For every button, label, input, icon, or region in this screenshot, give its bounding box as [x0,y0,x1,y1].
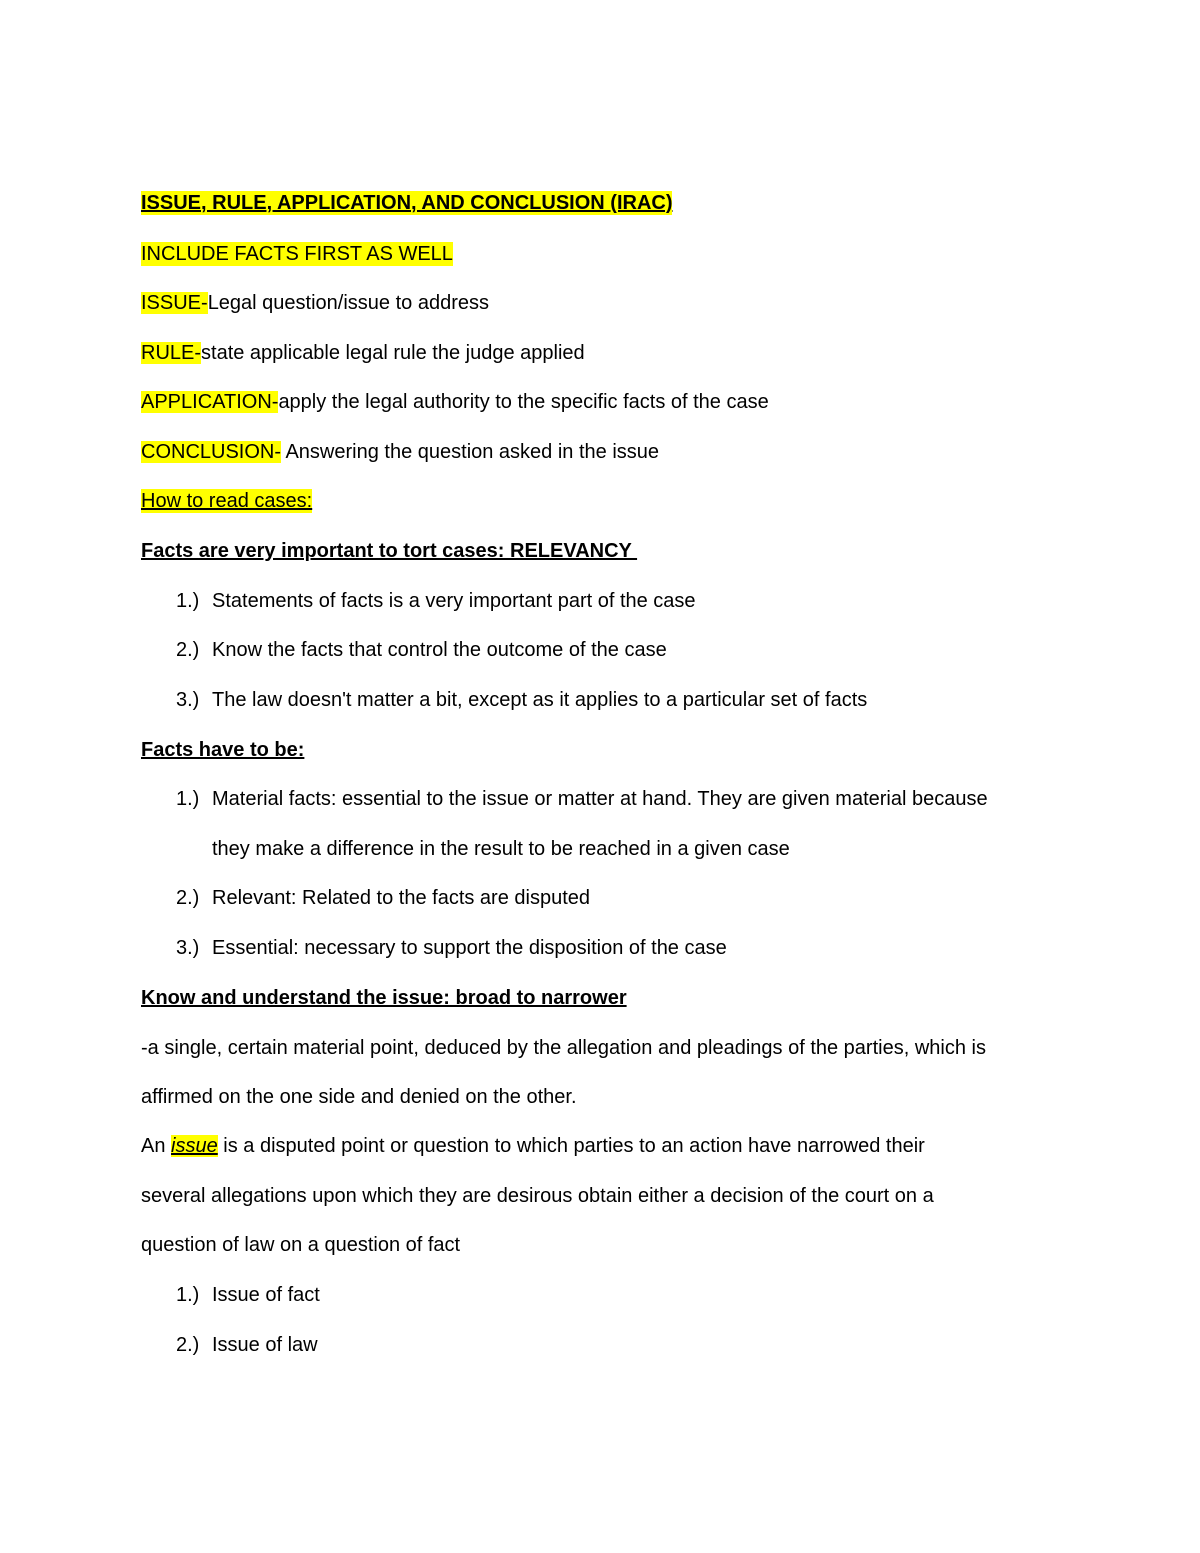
term-issue [141,291,489,315]
list-item [176,638,667,662]
issue-paragraph-line: several allegations upon which they are desirous obtain either a decision of the court on a [141,1185,934,1207]
list-item [176,1283,320,1307]
issue-paragraph-line: question of law on a question of fact [141,1234,461,1256]
term-text: apply the legal authority to the specific facts of the case [278,391,769,413]
list-text: Issue of fact [212,1284,320,1306]
issue-heading: Know and understand the issue: broad to narrower [141,987,627,1009]
list-item [176,787,988,811]
term-label: APPLICATION- [141,391,279,413]
list-item [176,688,867,712]
issue-prefix: An [141,1135,172,1157]
list-number: 2.) [176,1334,200,1356]
list-number: 1.) [176,1284,200,1306]
list-text: The law doesn't matter a bit, except as it applies to a particular set of facts [212,689,868,711]
term-text: Legal question/issue to address [207,292,489,314]
list-number: 1.) [176,590,200,612]
term-text: Answering the question asked in the issue [281,441,660,463]
list-number: 3.) [176,689,200,711]
issue-definition-line: -a single, certain material point, deduced by the allegation and pleadings of the parties, which is [141,1037,986,1059]
term-application [141,390,769,414]
list-number: 1.) [176,788,200,810]
term-conclusion [141,440,659,464]
list-item [176,589,696,613]
term-text: state applicable legal rule the judge applied [201,342,585,364]
term-label: RULE- [141,342,202,364]
term-rule [141,341,585,365]
term-label: CONCLUSION- [141,441,282,463]
how-to-read-heading: How to read cases: [141,490,313,512]
term-label: ISSUE- [141,292,208,314]
list-number: 2.) [176,639,200,661]
list-text: Relevant: Related to the facts are disputed [212,887,591,909]
list-text: Material facts: essential to the issue or matter at hand. They are given material because [212,788,988,810]
issue-line1-rest: is a disputed point or question to which parties to an action have narrowed their [217,1135,925,1157]
facts-have-heading: Facts have to be: [141,739,305,761]
facts-heading: Facts are very important to tort cases: RELEVANCY [141,540,638,562]
list-text: Essential: necessary to support the disposition of the case [212,937,727,959]
list-item [176,886,590,910]
document-title: ISSUE, RULE, APPLICATION, AND CONCLUSION (IRAC) [141,192,673,214]
list-text: Statements of facts is a very important part of the case [212,590,696,612]
issue-word: issue [171,1135,218,1157]
list-number: 3.) [176,937,200,959]
list-number: 2.) [176,887,200,909]
list-item [176,936,727,960]
list-text: Know the facts that control the outcome of the case [212,639,667,661]
issue-definition-line: affirmed on the one side and denied on the other. [141,1086,577,1108]
list-item [176,1333,318,1357]
list-text-continued: they make a difference in the result to be reached in a given case [212,838,790,860]
include-facts-note: INCLUDE FACTS FIRST AS WELL [141,243,453,265]
list-text: Issue of law [212,1334,318,1356]
issue-paragraph-line [141,1134,925,1158]
